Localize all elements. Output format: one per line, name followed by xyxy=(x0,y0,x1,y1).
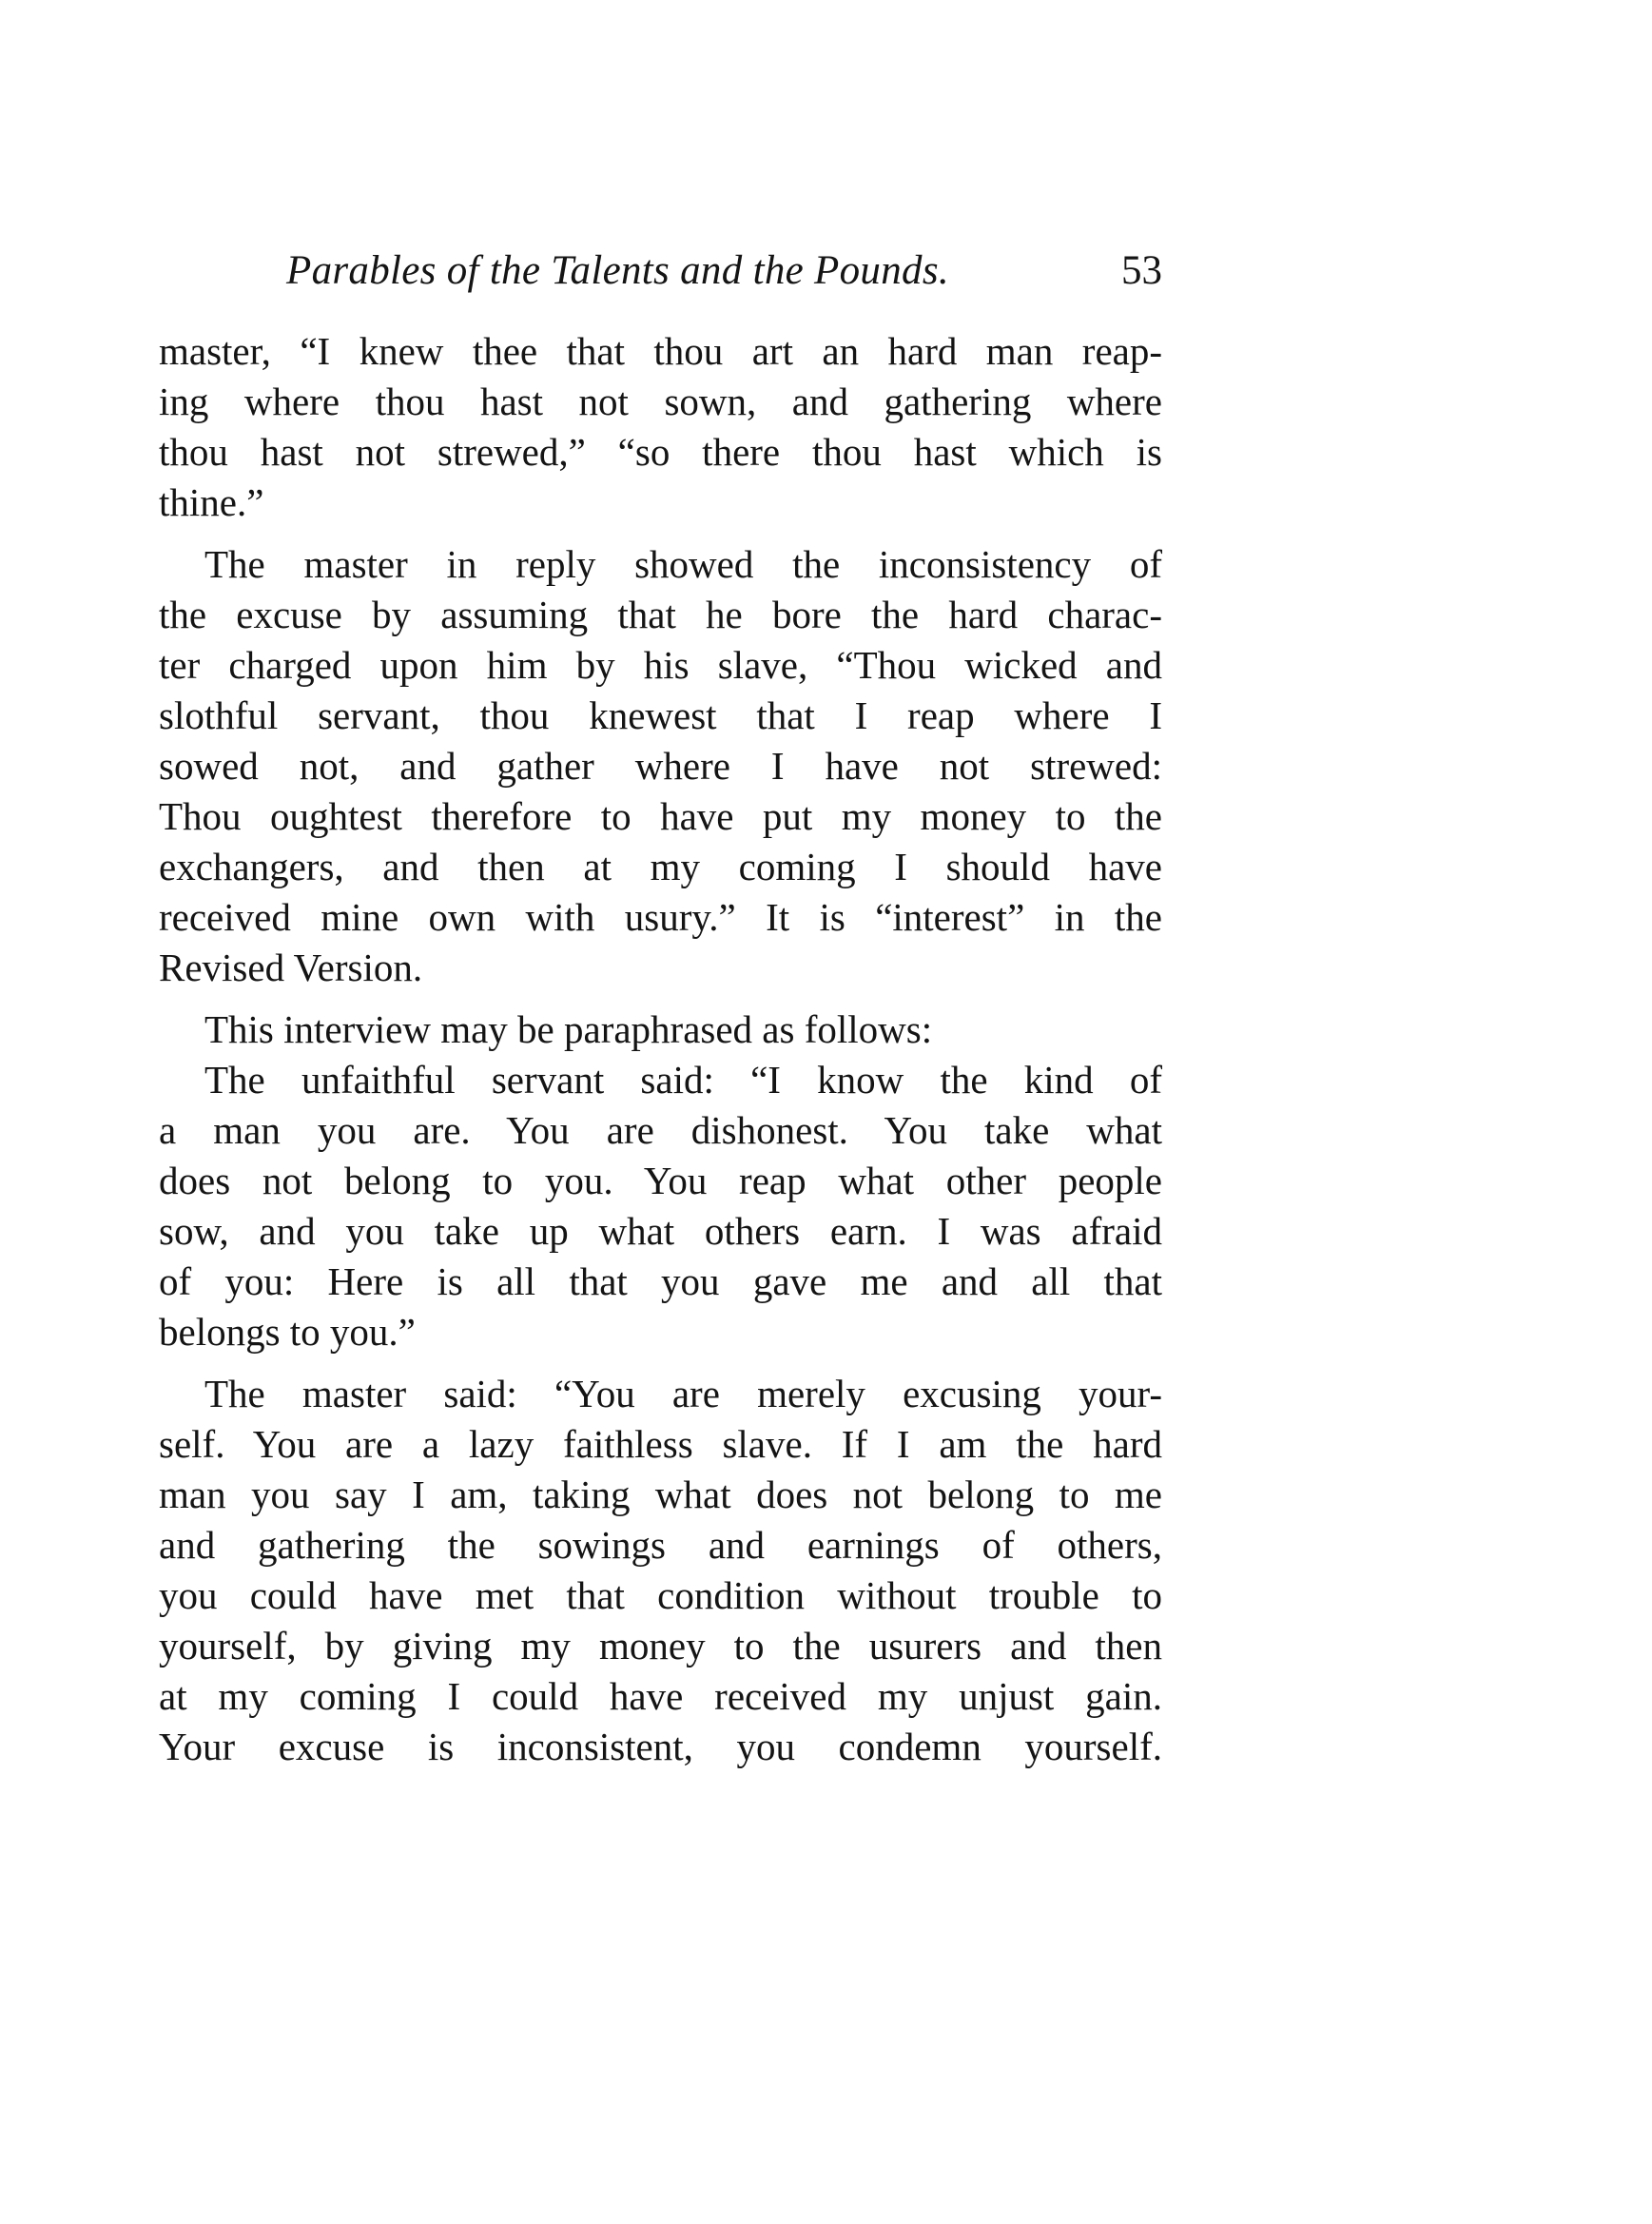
text-line: thine.” xyxy=(159,480,264,524)
text-line: a man you are. You are dishonest. You take what xyxy=(159,1108,1162,1152)
paragraph xyxy=(159,1369,1162,1772)
running-title: Parables of the Talents and the Pounds. xyxy=(286,248,949,293)
text-line: The master in reply showed the inconsistency of xyxy=(204,542,1162,586)
text-line: Revised Version. xyxy=(159,946,423,989)
text-line: does not belong to you. You reap what other people xyxy=(159,1159,1162,1202)
text-line: received mine own with usury.” It is “interest” in the xyxy=(159,895,1162,939)
text-line: slothful servant, thou knewest that I reap where I xyxy=(159,693,1162,737)
running-head xyxy=(159,241,1162,302)
text-line: The unfaithful servant said: “I know the kind of xyxy=(204,1058,1162,1102)
paragraph xyxy=(159,1005,1162,1055)
text-line: and gathering the sowings and earnings of others, xyxy=(159,1523,1162,1567)
text-line: Your excuse is inconsistent, you condemn yourself. xyxy=(159,1725,1162,1768)
text-line: Thou oughtest therefore to have put my money to the xyxy=(159,794,1162,838)
text-line: This interview may be paraphrased as follows: xyxy=(204,1007,933,1051)
text-line: belongs to you.” xyxy=(159,1310,416,1354)
text-line: The master said: “You are merely excusing your- xyxy=(204,1372,1162,1415)
text-line: thou hast not strewed,” “so there thou hast which is xyxy=(159,430,1162,474)
text-line: yourself, by giving my money to the usurers and then xyxy=(159,1624,1162,1668)
book-page xyxy=(159,0,1162,2224)
text-line: self. You are a lazy faithless slave. If I am the hard xyxy=(159,1422,1162,1466)
text-line: sowed not, and gather where I have not strewed: xyxy=(159,744,1162,788)
text-line: you could have met that condition without trouble to xyxy=(159,1573,1162,1617)
text-line: of you: Here is all that you gave me and all that xyxy=(159,1259,1162,1303)
text-line: master, “I knew thee that thou art an hard man reap- xyxy=(159,329,1162,373)
text-line: man you say I am, taking what does not belong to me xyxy=(159,1473,1162,1516)
text-line: the excuse by assuming that he bore the hard charac- xyxy=(159,593,1162,636)
paragraph xyxy=(159,539,1162,993)
body-text xyxy=(159,326,1162,1772)
paragraph xyxy=(159,1055,1162,1357)
paragraph xyxy=(159,326,1162,528)
text-line: exchangers, and then at my coming I should have xyxy=(159,845,1162,888)
text-line: sow, and you take up what others earn. I was afraid xyxy=(159,1209,1162,1253)
text-line: ter charged upon him by his slave, “Thou wicked and xyxy=(159,643,1162,687)
page-number: 53 xyxy=(1121,248,1162,293)
text-line: at my coming I could have received my unjust gain. xyxy=(159,1674,1162,1718)
text-line: ing where thou hast not sown, and gathering where xyxy=(159,380,1162,423)
